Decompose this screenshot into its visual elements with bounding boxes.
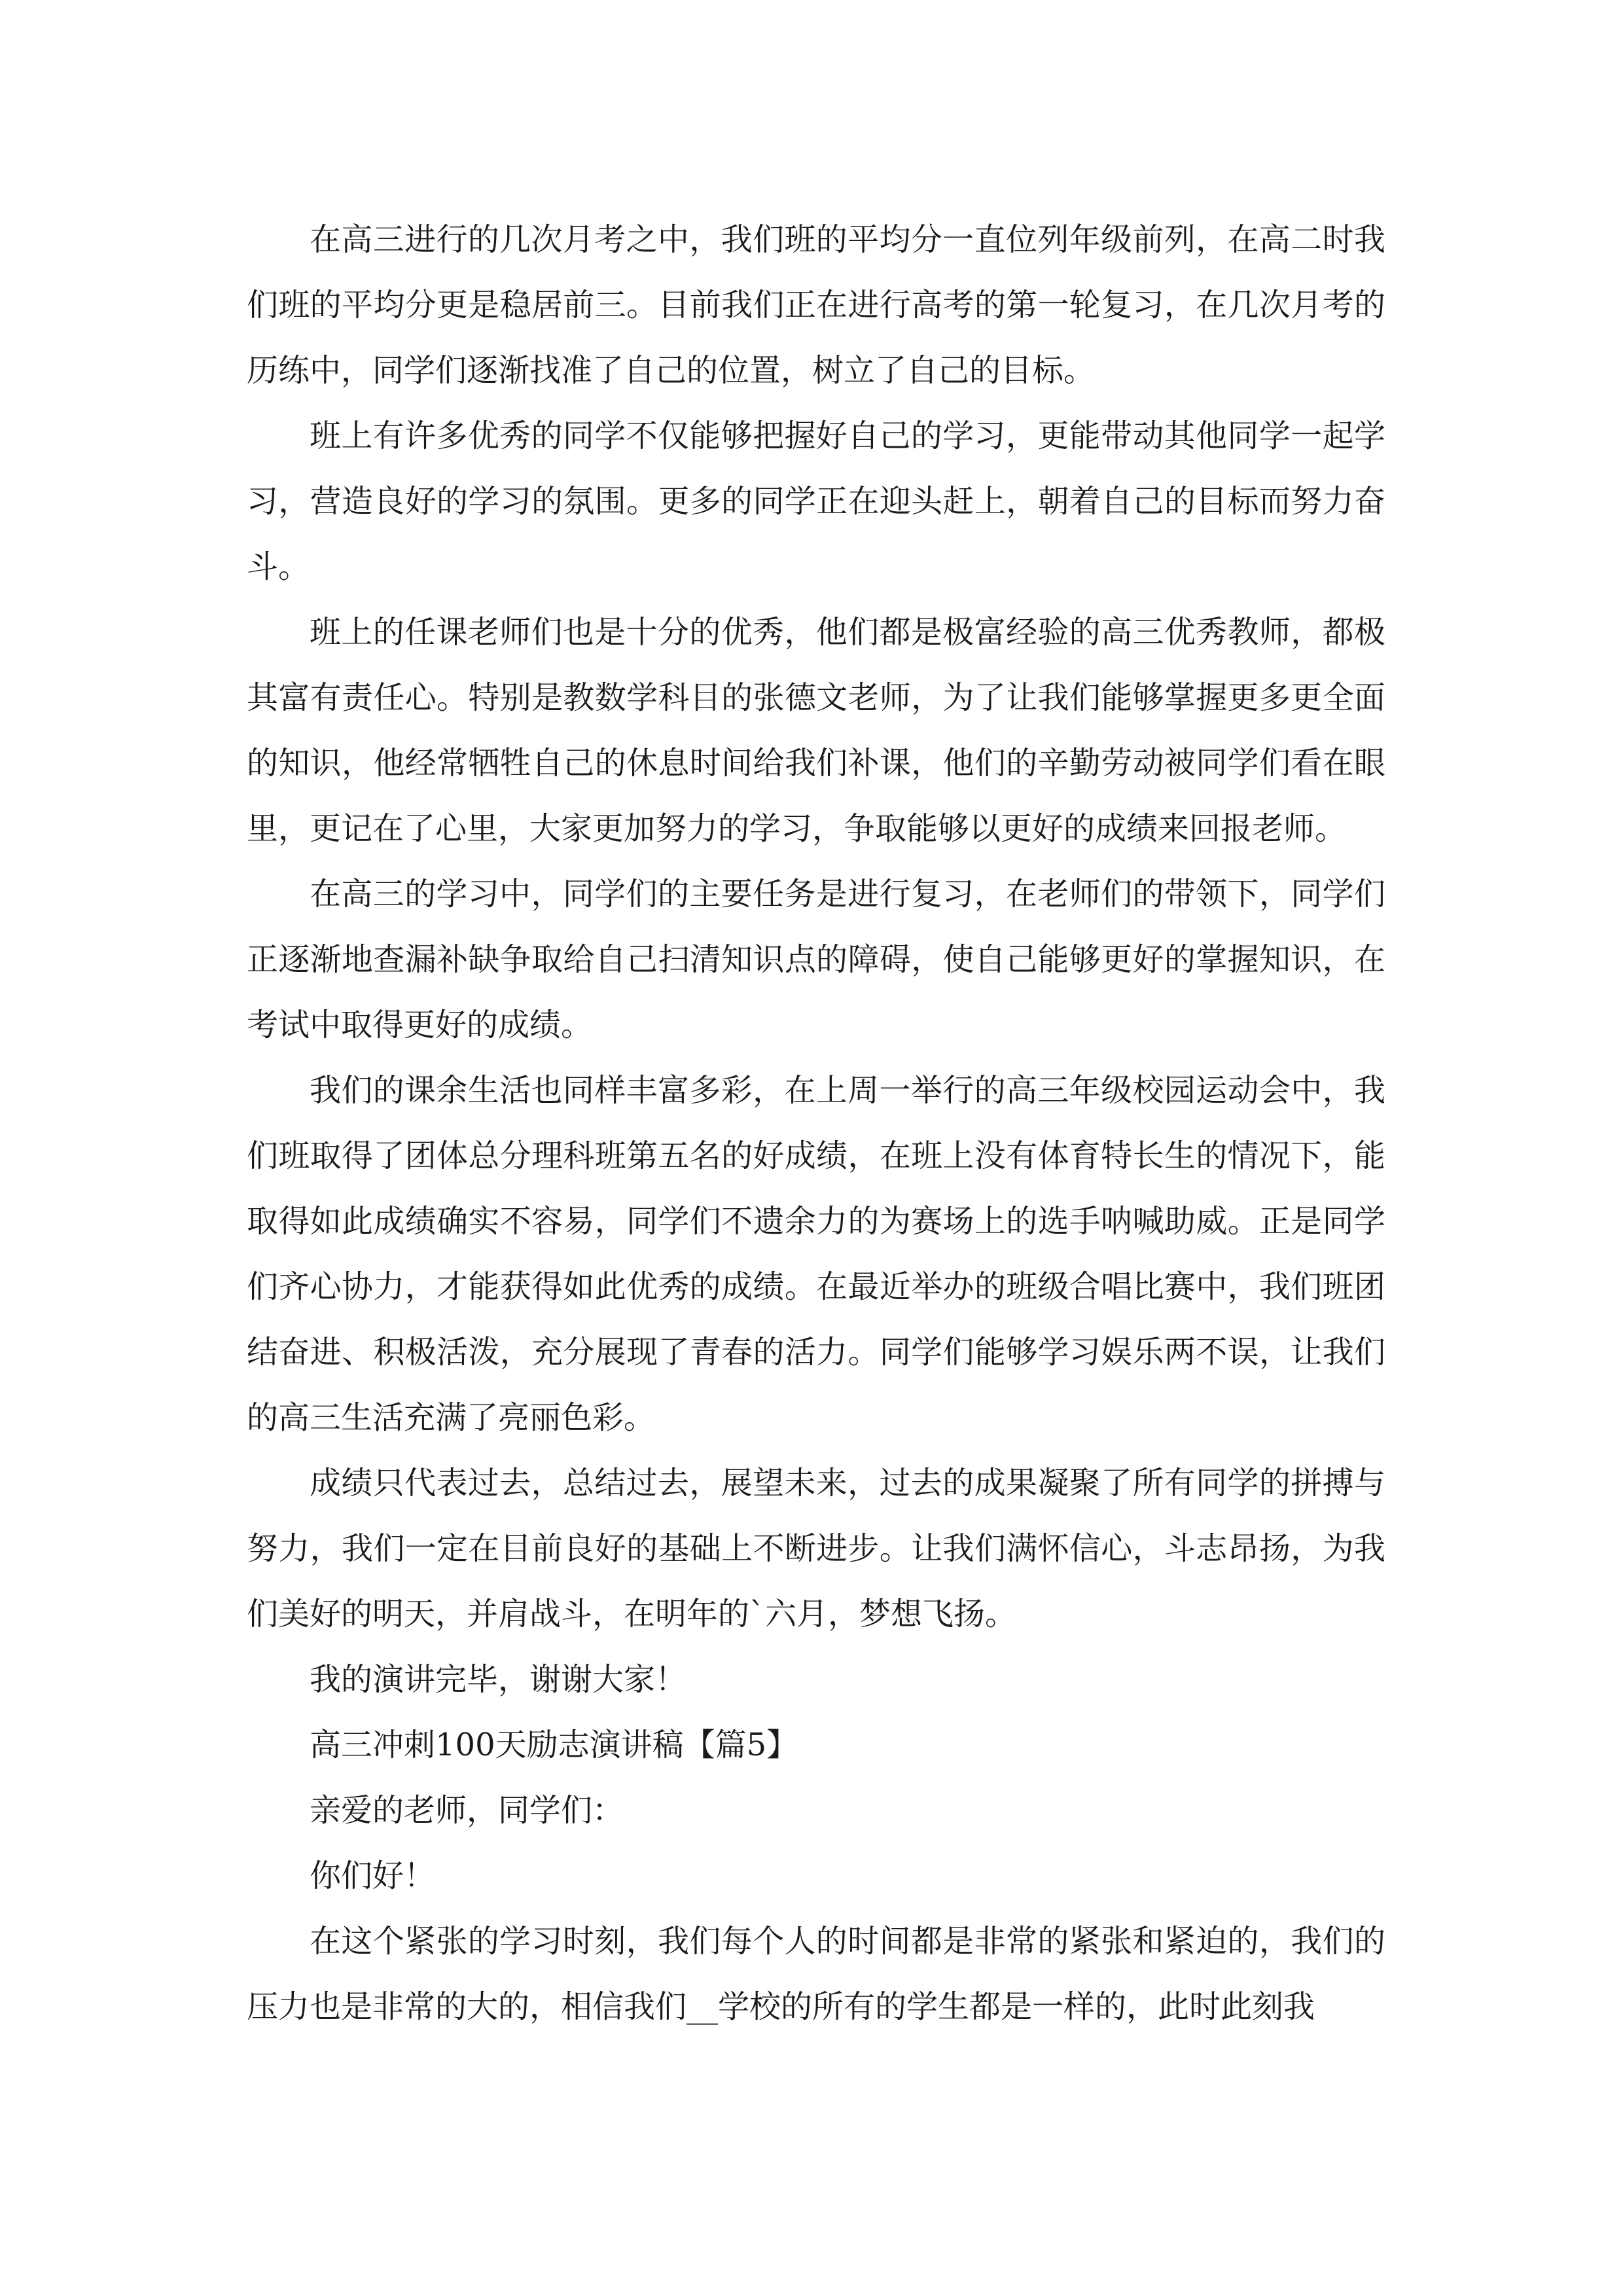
paragraph-pressure: 在这个紧张的学习时刻，我们每个人的时间都是非常的紧张和紧迫的，我们的压力也是非常的大的，相信我们__学校的所有的学生都是一样的，此时此刻我 bbox=[247, 1923, 1385, 2025]
greeting: 你们好！ bbox=[310, 1857, 436, 1894]
section-heading: 高三冲刺100天励志演讲稿【篇5】 bbox=[310, 1727, 798, 1763]
paragraph-review-study: 在高三的学习中，同学们的主要任务是进行复习，在老师们的带领下，同学们正逐渐地查漏补缺争取给自己扫清知识点的障碍，使自己能够更好的掌握知识，在考试中取得更好的成绩。 bbox=[247, 876, 1385, 1043]
paragraph-extracurricular: 我们的课余生活也同样丰富多彩，在上周一举行的高三年级校园运动会中，我们班取得了团体总分理科班第五名的好成绩，在班上没有体育特长生的情况下，能取得如此成绩确实不容易，同学们不遗余力的为赛场上的选手呐喊助威。正是同学们齐心协力，才能获得如此优秀的成绩。在最近举办的班级合唱比赛中，我们班团结奋进、积极活泼，充分展现了青春的活力。同学们能够学习娱乐两不误，让我们的高三生活充满了亮丽色彩。 bbox=[247, 1072, 1385, 1436]
paragraph-teachers: 班上的任课老师们也是十分的优秀，他们都是极富经验的高三优秀教师，都极其富有责任心。特别是教数学科目的张德文老师，为了让我们能够掌握更多更全面的知识，他经常牺牲自己的休息时间给我们补课，他们的辛勤劳动被同学们看在眼里，更记在了心里，大家更加努力的学习，争取能够以更好的成绩来回报老师。 bbox=[247, 614, 1385, 847]
document-body bbox=[247, 207, 1385, 2039]
paragraph-looking-forward: 成绩只代表过去，总结过去，展望未来，过去的成果凝聚了所有同学的拼搏与努力，我们一定在目前良好的基础上不断进步。让我们满怀信心，斗志昂扬，为我们美好的明天，并肩战斗，在明年的`六月，梦想飞扬。 bbox=[247, 1465, 1385, 1632]
paragraph-excellent-students: 班上有许多优秀的同学不仅能够把握好自己的学习，更能带动其他同学一起学习，营造良好的学习的氛围。更多的同学正在迎头赶上，朝着自己的目标而努力奋斗。 bbox=[247, 418, 1385, 585]
salutation: 亲爱的老师，同学们： bbox=[310, 1792, 624, 1829]
paragraph-monthly-exams: 在高三进行的几次月考之中，我们班的平均分一直位列年级前列，在高二时我们班的平均分更是稳居前三。目前我们正在进行高考的第一轮复习，在几次月考的历练中，同学们逐渐找准了自己的位置，树立了自己的目标。 bbox=[247, 221, 1385, 389]
paragraph-closing: 我的演讲完毕，谢谢大家！ bbox=[310, 1661, 687, 1698]
